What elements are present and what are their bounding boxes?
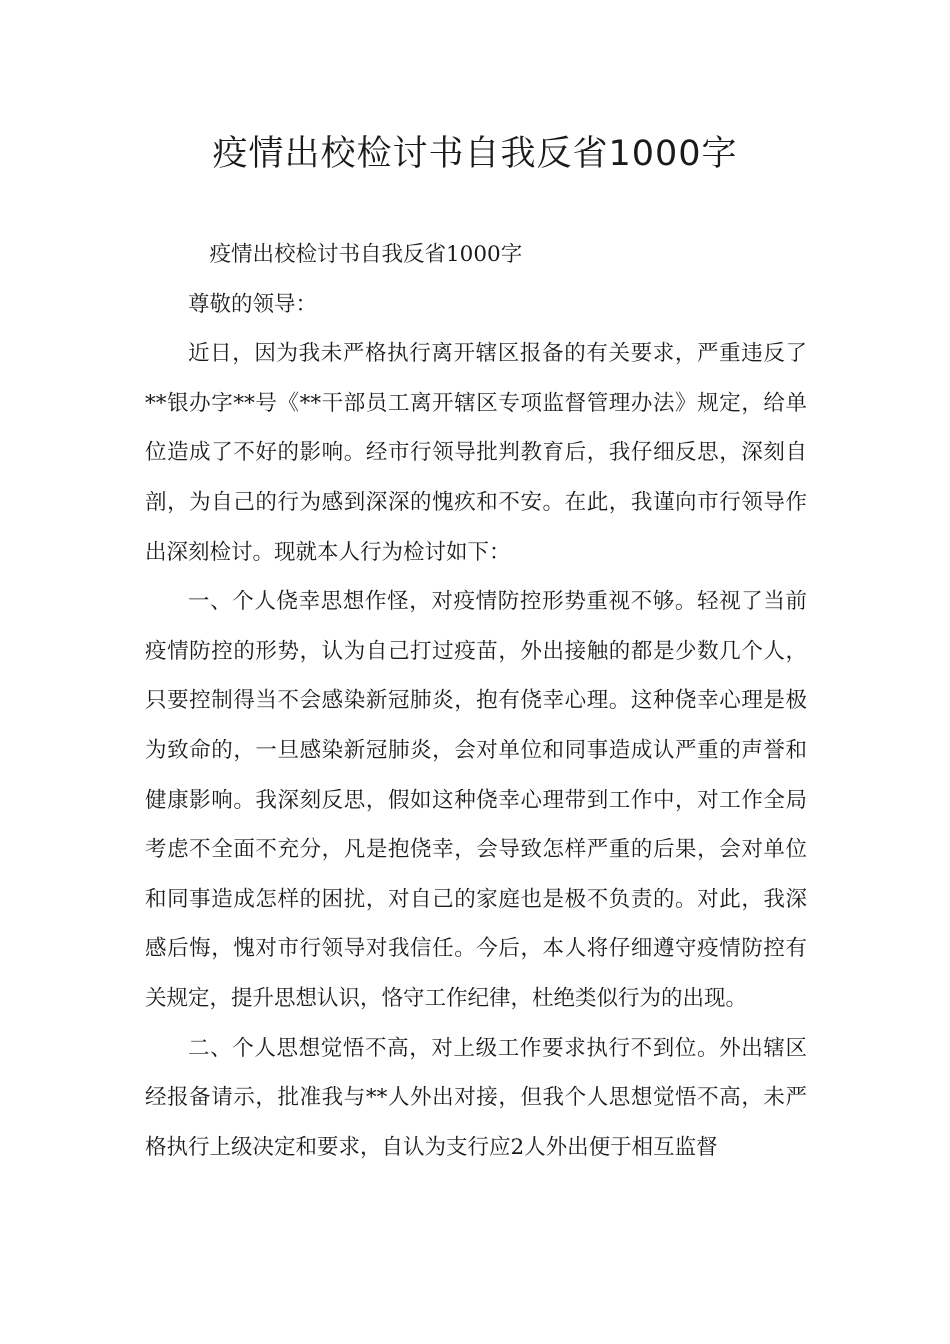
greeting-line: 尊敬的领导： (188, 291, 318, 317)
paragraph-intro: 近日，因为我未严格执行离开辖区报备的有关要求，严重违反了**银办字**号《**干部员工离开辖区专项监督管理办法》规定，给单位造成了不好的影响。经市行领导批判教育后，我仔细反思，深刻自剖，为自己的行为感到深深的愧疚和不安。在此，我谨向市行领导作出深刻检讨。现就本人行为检讨如下： (145, 341, 807, 565)
paragraph-section-1: 一、个人侥幸思想作怪，对疫情防控形势重视不够。轻视了当前疫情防控的形势，认为自己打过疫苗，外出接触的都是少数几个人，只要控制得当不会感染新冠肺炎，抱有侥幸心理。这种侥幸心理是极为致命的，一旦感染新冠肺炎，会对单位和同事造成认严重的声誉和健康影响。我深刻反思，假如这种侥幸心理带到工作中，对工作全局考虑不全面不充分，凡是抱侥幸，会导致怎样严重的后果，会对单位和同事造成怎样的困扰，对自己的家庭也是极不负责的。对此，我深感后悔，愧对市行领导对我信任。今后，本人将仔细遵守疫情防控有关规定，提升思想认识，恪守工作纪律，杜绝类似行为的出现。 (145, 589, 807, 1011)
document-subtitle: 疫情出校检讨书自我反省1000字 (209, 242, 523, 267)
document-title: 疫情出校检讨书自我反省1000字 (212, 134, 738, 174)
document-body (145, 230, 807, 1172)
paragraph-section-2: 二、个人思想觉悟不高，对上级工作要求执行不到位。外出辖区经报备请示，批准我与**人外出对接，但我个人思想觉悟不高，未严格执行上级决定和要求，自认为支行应2人外出便于相互监督 (145, 1035, 807, 1160)
